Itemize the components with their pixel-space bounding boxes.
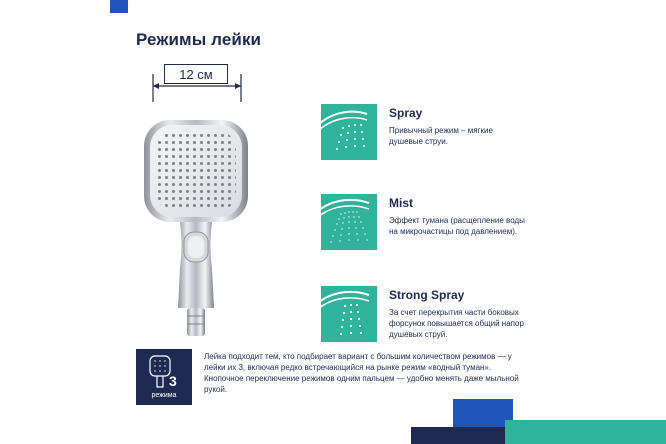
- mode-name: Spray: [389, 106, 423, 120]
- spray-mode-icon: [321, 104, 377, 160]
- mode-name: Mist: [389, 196, 413, 210]
- width-dimension: [150, 62, 244, 102]
- page-title: Режимы лейки: [136, 30, 262, 49]
- mode-name: Strong Spray: [389, 288, 465, 302]
- mode-description: За счет перекрытия части боковых форсунок повышается общий напор душевых струй.: [389, 308, 524, 339]
- mist-mode-icon: [321, 194, 377, 250]
- mode-description: Эффект тумана (расщепление воды на микрочастицы под давлением).: [389, 216, 525, 236]
- corner-decoration-green: [505, 420, 666, 444]
- mode-description: Привычный режим – мягкие душевые струи.: [389, 126, 493, 146]
- corner-decoration: [110, 0, 128, 13]
- shower-head-outline-icon: [136, 349, 192, 393]
- badge-caption: режима: [151, 392, 177, 399]
- dimension-label: 12 см: [164, 64, 228, 84]
- badge-number: 3: [169, 373, 177, 389]
- summary-text: Лейка подходит тем, кто подбирает вариант с большим количеством режимов — у лейки их 3, включая редко встречающийся на рынке режим «водный туман». Кнопочное переключение режимов одним пальцем — удобно менять даже мыльной рукой.: [204, 352, 519, 394]
- strong-spray-mode-icon: [321, 286, 377, 342]
- modes-count-badge: [136, 349, 192, 405]
- shower-head-image: [142, 118, 252, 340]
